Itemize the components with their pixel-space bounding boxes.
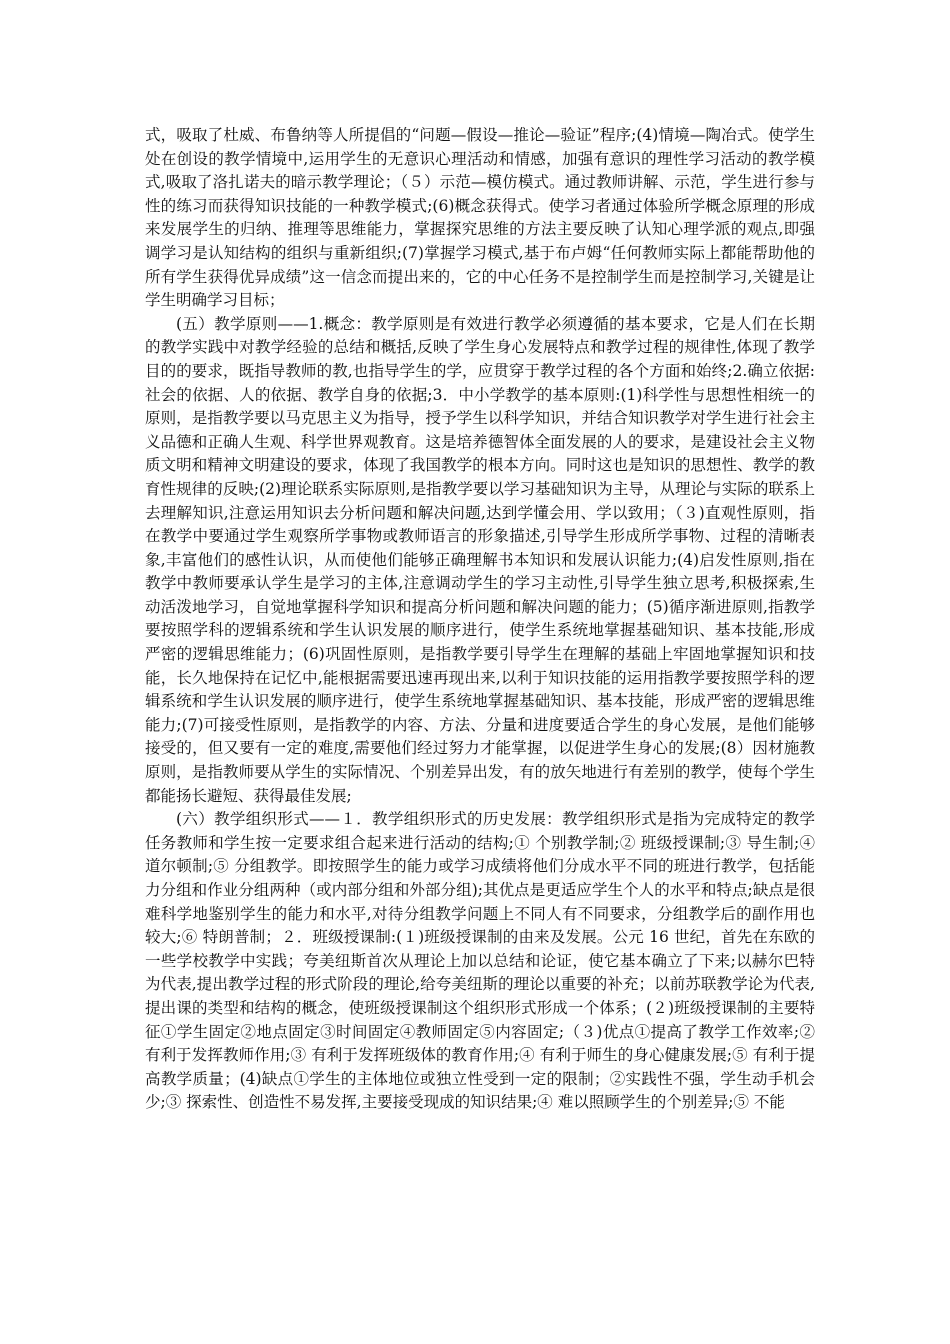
paragraph-teaching-organization: (六）教学组织形式——１．教学组织形式的历史发展：教学组织形式是指为完成特定的教学任务教师和学生按一定要求组合起来进行活动的结构;① 个别教学制;② 班级授课制;③ 导生制;④ 道尔顿制;⑤ 分组教学。即按照学生的能力或学习成绩将他们分成水平不同的班进行教学，包括能力分组和作业分组两种（或内部分组和外部分组);其优点是更适应学生个人的水平和特点;缺点是很难科学地鉴别学生的能力和水平,对待分组教学问题上不同人有不同要求，分组教学后的副作用也较大;⑥ 特朗普制；２．班级授课制:(１)班级授课制的由来及发展。公元 16 世纪，首先在东欧的一些学校教学中实践；夸美纽斯首次从理论上加以总结和论证，使它基本确立了下来;以赫尔巴特为代表,提出教学过程的形式阶段的理论,给夸美纽斯的理论以重要的补充；以前苏联教学论为代表,提出课的类型和结构的概念，使班级授课制这个组织形式形成一个体系；(２)班级授课制的主要特征①学生固定②地点固定③时间固定④教师固定⑤内容固定;（３)优点①提高了教学工作效率;② 有利于发挥教师作用;③ 有利于发挥班级体的教育作用;④ 有利于师生的身心健康发展;⑤ 有利于提高教学质量；(4)缺点①学生的主体地位或独立性受到一定的限制；②实践性不强，学生动手机会少;③ 探索性、创造性不易发挥,主要接受现成的知识结果;④ 难以照顾学生的个别差异;⑤ 不能: [145, 810, 815, 1112]
paragraph-teaching-models: 式，吸取了杜威、布鲁纳等人所提倡的“问题—假设—推论—验证”程序;(4)情境—陶冶式。使学生处在创设的教学情境中,运用学生的无意识心理活动和情感，加强有意识的理性学习活动的教学模式,吸取了洛扎诺夫的暗示教学理论；（５）示范—模仿模式。通过教师讲解、示范，学生进行参与性的练习而获得知识技能的一种教学模式;(6)概念获得式。使学习者通过体验所学概念原理的形成来发展学生的归纳、推理等思维能力，掌握探究思维的方法主要反映了认知心理学派的观点,即强调学习是认知结构的组织与重新组织;(7)掌握学习模式,基于布卢姆“任何教师实际上都能帮助他的所有学生获得优异成绩”这一信念而提出来的，它的中心任务不是控制学生而是控制学习,关键是让学生明确学习目标；: [145, 126, 815, 310]
paragraph-teaching-principles: (五）教学原则——1.概念：教学原则是有效进行教学必须遵循的基本要求，它是人们在长期的教学实践中对教学经验的总结和概括,反映了学生身心发展特点和教学过程的规律性,体现了教学目的的要求，既指导教师的教,也指导学生的学，应贯穿于教学过程的各个方面和始终;2.确立依据:社会的依据、人的依据、教学自身的依据;3．中小学教学的基本原则:(1)科学性与思想性相统一的原则，是指教学要以马克思主义为指导，授予学生以科学知识，并结合知识教学对学生进行社会主义品德和正确人生观、科学世界观教育。这是培养德智体全面发展的人的要求，是建设社会主义物质文明和精神文明建设的要求，体现了我国教学的根本方向。同时这也是知识的思想性、教学的教育性规律的反映;(2)理论联系实际原则,是指教学要以学习基础知识为主导，从理论与实际的联系上去理解知识,注意运用知识去分析问题和解决问题,达到学懂会用、学以致用；（３)直观性原则，指在教学中要通过学生观察所学事物或教师语言的形象描述,引导学生形成所学事物、过程的清晰表象,丰富他们的感性认识，从而使他们能够正确理解书本知识和发展认识能力;(4)启发性原则,指在教学中教师要承认学生是学习的主体,注意调动学生的学习主动性,引导学生独立思考,积极探索,生动活泼地学习，自觉地掌握科学知识和提高分析问题和解决问题的能力；(5)循序渐进原则,指教学要按照学科的逻辑系统和学生认识发展的顺序进行，使学生系统地掌握基础知识、基本技能,形成严密的逻辑思维能力；(6)巩固性原则，是指教学要引导学生在理解的基础上牢固地掌握知识和技能，长久地保持在记忆中,能根据需要迅速再现出来,以利于知识技能的运用指教学要按照学科的逻辑系统和学生认识发展的顺序进行，使学生系统地掌握基础知识、基本技能，形成严密的逻辑思维能力;(7)可接受性原则，是指教学的内容、方法、分量和进度要适合学生的身心发展，是他们能够接受的，但又要有一定的难度,需要他们经过努力才能掌握，以促进学生身心的发展;(8）因材施教原则，是指教师要从学生的实际情况、个别差异出发，有的放矢地进行有差别的教学，使每个学生都能扬长避短、获得最佳发展;: [145, 314, 815, 805]
document-body: [145, 124, 815, 1115]
